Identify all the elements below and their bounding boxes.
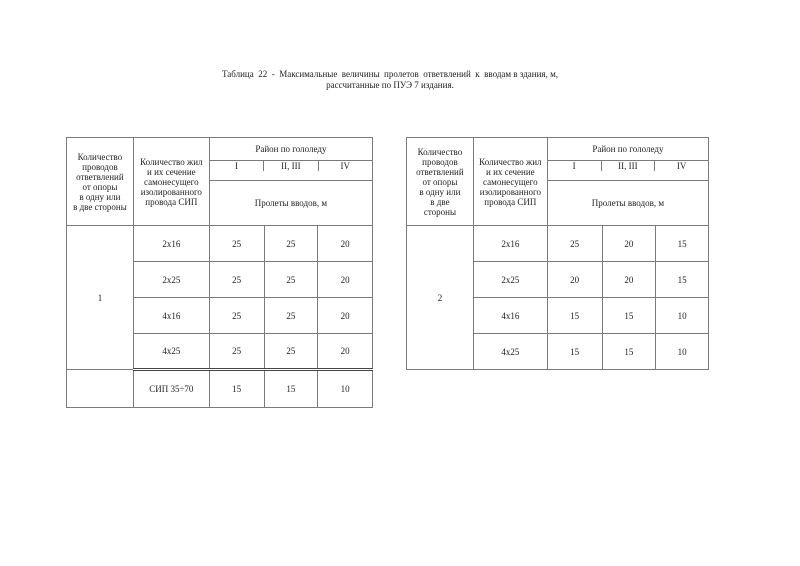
header-branch-count: Количество проводов ответвлений от опоры в одну или в две стороны: [407, 138, 474, 226]
table-caption: [0, 69, 780, 91]
table-row: 2х25 20 20 15: [407, 262, 709, 298]
table-row: 2х25 25 25 20: [67, 262, 373, 298]
caption-line-2: рассчитанные по ПУЭ 7 издания.: [326, 80, 454, 90]
header-core-section: Количество жил и их сечение самонесущего изолированного провода СИП: [473, 138, 547, 226]
header-core-section: Количество жил и их сечение самонесущего изолированного провода СИП: [133, 138, 209, 226]
region-ii-iii: II, III: [601, 160, 656, 171]
region-i: I: [548, 160, 601, 171]
spans-table-two-sides: [406, 137, 709, 370]
header-spans: Пролеты вводов, м: [547, 181, 708, 226]
table-row: 1 2х16 25 25 20: [67, 226, 373, 262]
table-row-extra: СИП 35÷70 15 15 10: [67, 370, 373, 408]
table-row: 4х16 15 15 10: [407, 298, 709, 334]
region-iv: IV: [319, 160, 372, 171]
region-i: I: [210, 160, 263, 171]
caption-line-1: Таблица 22 - Максимальные величины пролетов ответвлений к вводам в здания, м,: [221, 69, 559, 79]
header-spans: Пролеты вводов, м: [209, 181, 372, 226]
region-iv: IV: [655, 160, 708, 171]
table-row: 4х25 25 25 20: [67, 334, 373, 370]
group-label: 2: [407, 226, 474, 370]
region-ii-iii: II, III: [263, 160, 318, 171]
group-label: 1: [67, 226, 134, 370]
spans-table-one-side: [66, 137, 373, 408]
header-ice-region: Район по гололеду I II, III IV: [209, 138, 372, 181]
header-branch-count: Количество проводов ответвлений от опоры в одну или в две стороны: [67, 138, 134, 226]
header-ice-region: Район по гололеду I II, III IV: [547, 138, 708, 181]
table-row: 4х25 15 15 10: [407, 334, 709, 370]
table-row: 4х16 25 25 20: [67, 298, 373, 334]
table-row: 2 2х16 25 20 15: [407, 226, 709, 262]
